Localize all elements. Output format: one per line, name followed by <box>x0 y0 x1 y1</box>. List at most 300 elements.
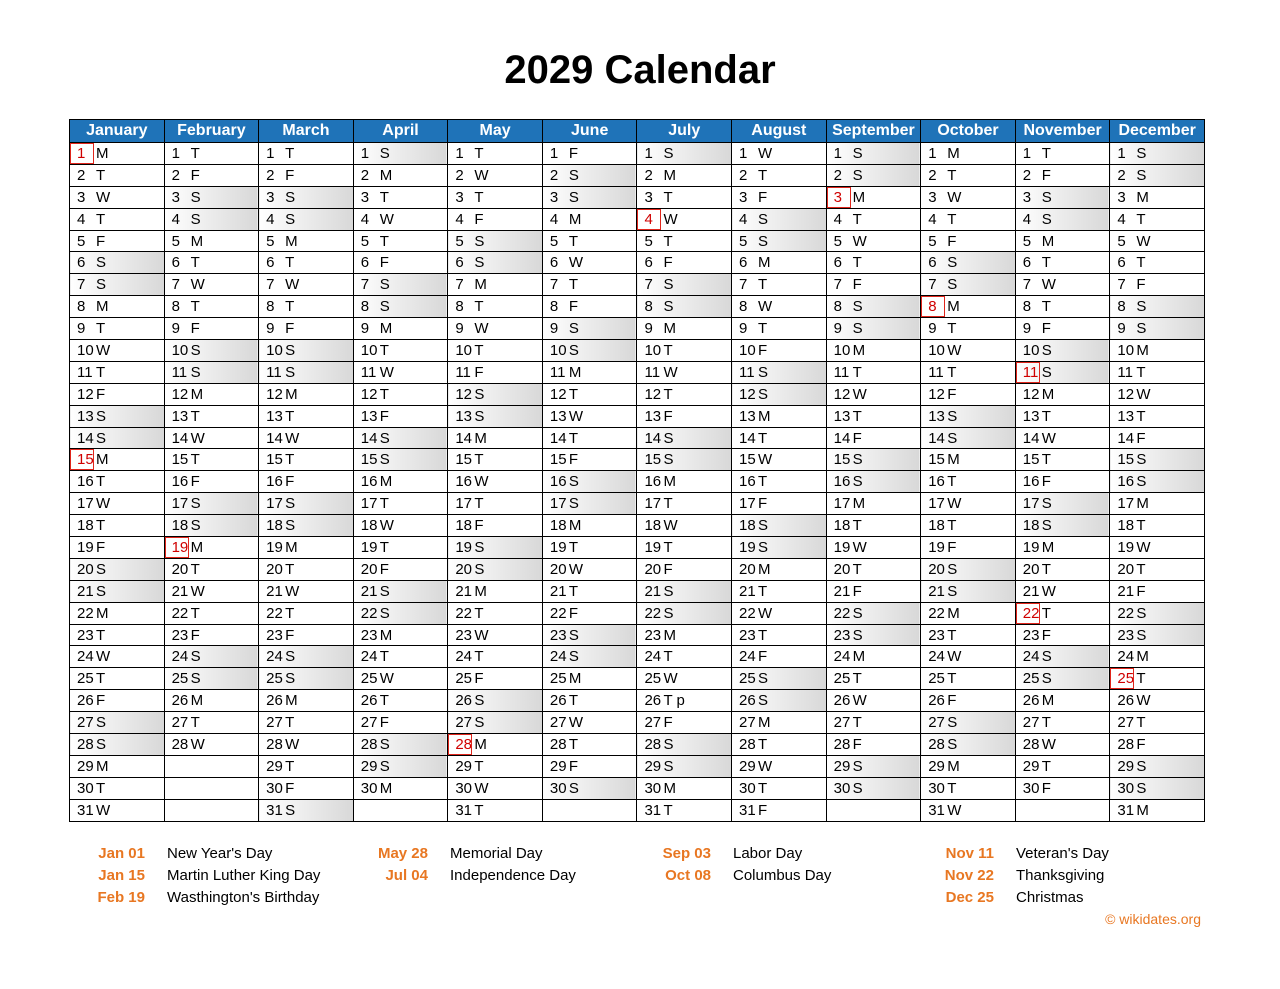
holiday-name: Martin Luther King Day <box>167 867 321 884</box>
day-number: 6 <box>549 254 559 272</box>
day-number: 3 <box>77 188 86 206</box>
calendar-row <box>70 318 1205 340</box>
day-number: 30 <box>644 779 662 797</box>
day-number: 14 <box>171 429 189 447</box>
day-number: 17 <box>360 495 378 513</box>
day-cell <box>826 405 921 427</box>
day-number: 1 <box>644 144 653 162</box>
day-cell <box>448 734 543 756</box>
day-number: 30 <box>1117 779 1135 797</box>
day-cell <box>732 252 827 274</box>
day-cell <box>826 208 921 230</box>
weekday-letter: W <box>758 604 773 622</box>
day-cell <box>826 799 921 821</box>
day-cell <box>637 252 732 274</box>
day-cell <box>1015 208 1110 230</box>
day-cell <box>1015 449 1110 471</box>
day-number: 10 <box>455 341 472 359</box>
day-number: 7 <box>928 276 937 294</box>
day-number: 9 <box>77 320 86 338</box>
day-number: 20 <box>266 560 283 578</box>
day-cell <box>353 252 448 274</box>
weekday-letter: M <box>474 735 487 753</box>
day-number: 10 <box>1117 341 1135 359</box>
day-cell <box>448 624 543 646</box>
day-number: 14 <box>266 429 283 447</box>
weekday-letter: F <box>285 473 295 491</box>
day-number: 27 <box>77 714 94 732</box>
day-cell <box>637 361 732 383</box>
day-number: 10 <box>266 341 283 359</box>
weekday-letter: T <box>1136 210 1146 228</box>
day-number: 7 <box>739 276 748 294</box>
day-cell <box>826 668 921 690</box>
day-number: 25 <box>360 670 378 688</box>
weekday-letter: T <box>758 626 768 644</box>
weekday-letter: T <box>947 626 957 644</box>
day-number: 22 <box>739 604 756 622</box>
day-cell <box>1110 427 1205 449</box>
day-cell <box>164 734 259 756</box>
calendar-row <box>70 405 1205 427</box>
day-cell <box>70 646 165 668</box>
day-number: 14 <box>455 429 472 447</box>
weekday-letter: W <box>663 210 678 228</box>
day-number: 13 <box>360 407 378 425</box>
day-number: 5 <box>928 232 937 250</box>
day-number: 20 <box>455 560 472 578</box>
weekday-letter: T <box>758 473 768 491</box>
weekday-letter: M <box>947 298 960 316</box>
weekday-letter: F <box>663 407 673 425</box>
day-cell <box>921 515 1016 537</box>
day-number: 10 <box>549 341 567 359</box>
day-cell <box>1110 361 1205 383</box>
day-cell <box>448 361 543 383</box>
day-number: 12 <box>455 385 472 403</box>
weekday-letter: T <box>190 560 200 578</box>
calendar-row <box>70 690 1205 712</box>
day-number: 8 <box>360 298 370 316</box>
day-cell <box>1110 755 1205 777</box>
day-number: 25 <box>1022 670 1040 688</box>
day-cell <box>164 580 259 602</box>
weekday-letter: F <box>1041 166 1051 184</box>
day-cell <box>70 537 165 559</box>
weekday-letter: T <box>568 538 579 556</box>
weekday-letter: M <box>758 714 771 732</box>
weekday-letter: W <box>379 363 394 381</box>
day-cell <box>70 624 165 646</box>
day-cell <box>1110 493 1205 515</box>
day-cell <box>1015 164 1110 186</box>
day-number: 28 <box>739 735 756 753</box>
day-number: 19 <box>455 538 472 556</box>
weekday-letter: W <box>1041 276 1056 294</box>
day-cell <box>542 755 637 777</box>
day-number: 8 <box>1117 298 1126 316</box>
weekday-letter: S <box>758 517 769 535</box>
day-cell <box>353 449 448 471</box>
credit-link[interactable]: © wikidates.org <box>1105 911 1201 927</box>
day-cell <box>70 449 165 471</box>
day-cell <box>1015 537 1110 559</box>
day-number: 21 <box>928 582 945 600</box>
day-cell <box>1110 164 1205 186</box>
day-number: 11 <box>266 363 282 381</box>
day-number: 10 <box>171 341 189 359</box>
day-number: 24 <box>833 648 851 666</box>
weekday-letter: S <box>190 670 201 688</box>
day-cell <box>921 799 1016 821</box>
weekday-letter: T <box>1136 254 1146 272</box>
weekday-letter: S <box>663 582 674 600</box>
day-cell <box>448 340 543 362</box>
weekday-letter: M <box>568 517 582 535</box>
holiday-date: Jan 15 <box>98 867 145 884</box>
day-number: 29 <box>549 757 567 775</box>
day-number: 18 <box>833 517 851 535</box>
day-cell <box>542 668 637 690</box>
day-number: 7 <box>1117 276 1126 294</box>
holiday-name: Labor Day <box>733 845 803 862</box>
day-number: 30 <box>455 779 472 797</box>
weekday-letter: S <box>852 298 863 316</box>
weekday-letter: S <box>190 210 201 228</box>
day-cell <box>353 230 448 252</box>
day-cell <box>259 668 354 690</box>
day-number: 16 <box>455 473 472 491</box>
weekday-letter: T <box>190 407 200 425</box>
day-number: 17 <box>644 495 662 513</box>
weekday-letter: M <box>1136 801 1149 819</box>
weekday-letter: T <box>190 714 200 732</box>
day-cell <box>70 274 165 296</box>
weekday-letter: S <box>379 604 390 622</box>
day-number: 21 <box>266 582 283 600</box>
day-cell <box>70 318 165 340</box>
day-number: 7 <box>1022 276 1032 294</box>
day-cell <box>826 361 921 383</box>
day-cell <box>70 799 165 821</box>
weekday-letter: S <box>852 626 863 644</box>
day-number: 4 <box>928 210 937 228</box>
day-number: 22 <box>1117 604 1135 622</box>
day-cell <box>826 734 921 756</box>
day-number: 21 <box>360 582 378 600</box>
day-number: 18 <box>1022 517 1040 535</box>
weekday-letter: S <box>1041 495 1052 513</box>
holiday-item <box>635 843 831 865</box>
weekday-letter: W <box>663 517 678 535</box>
weekday-letter: F <box>568 451 579 469</box>
weekday-letter: T <box>379 538 389 556</box>
day-cell <box>164 602 259 624</box>
weekday-letter: T <box>1136 670 1146 688</box>
calendar-row <box>70 383 1205 405</box>
day-cell <box>164 712 259 734</box>
day-cell <box>542 340 637 362</box>
weekday-letter: S <box>663 451 674 469</box>
day-cell <box>448 558 543 580</box>
weekday-letter: T <box>474 757 484 775</box>
day-number: 7 <box>455 276 464 294</box>
weekday-letter: M <box>947 144 960 162</box>
weekday-letter: F <box>852 735 862 753</box>
day-cell <box>542 383 637 405</box>
day-number: 9 <box>739 320 748 338</box>
day-number: 9 <box>171 320 180 338</box>
day-number: 26 <box>360 692 378 710</box>
day-cell <box>259 274 354 296</box>
day-cell <box>164 340 259 362</box>
day-number: 1 <box>928 144 937 162</box>
day-cell <box>353 427 448 449</box>
day-cell <box>448 186 543 208</box>
day-cell <box>1110 646 1205 668</box>
day-cell <box>542 208 637 230</box>
holiday-marker <box>448 734 472 755</box>
day-number: 31 <box>928 801 945 819</box>
day-number: 7 <box>549 276 559 294</box>
day-number: 11 <box>644 363 661 381</box>
day-cell <box>259 734 354 756</box>
day-cell <box>448 712 543 734</box>
weekday-letter: S <box>379 582 390 600</box>
weekday-letter: S <box>1136 166 1147 184</box>
day-cell <box>164 383 259 405</box>
calendar-row <box>70 252 1205 274</box>
weekday-letter: F <box>96 538 106 556</box>
day-cell <box>1015 274 1110 296</box>
weekday-letter: W <box>947 495 962 513</box>
weekday-letter: S <box>852 166 863 184</box>
weekday-letter: W <box>947 801 962 819</box>
day-number: 22 <box>549 604 567 622</box>
day-number: 2 <box>833 166 842 184</box>
weekday-letter: S <box>285 210 296 228</box>
weekday-letter: M <box>1041 232 1055 250</box>
day-cell <box>921 449 1016 471</box>
holiday-item <box>918 865 1109 887</box>
day-cell <box>164 449 259 471</box>
weekday-letter: T <box>1041 254 1051 272</box>
day-cell <box>70 471 165 493</box>
day-cell <box>921 296 1016 318</box>
weekday-letter: W <box>852 538 867 556</box>
day-number: 15 <box>644 451 662 469</box>
day-cell <box>1015 580 1110 602</box>
weekday-letter: T <box>285 298 295 316</box>
weekday-letter: T <box>379 648 389 666</box>
day-number: 4 <box>171 210 180 228</box>
day-cell <box>164 471 259 493</box>
weekday-letter: T <box>568 276 579 294</box>
weekday-letter: W <box>379 210 394 228</box>
day-cell <box>259 624 354 646</box>
day-number: 7 <box>77 276 86 294</box>
holiday-item <box>352 865 576 887</box>
calendar-row <box>70 602 1205 624</box>
day-number: 20 <box>77 560 94 578</box>
day-number: 28 <box>549 735 567 753</box>
day-cell <box>637 471 732 493</box>
weekday-letter: S <box>474 407 485 425</box>
day-cell <box>826 164 921 186</box>
weekday-letter: T <box>474 604 484 622</box>
day-number: 2 <box>360 166 370 184</box>
day-number: 5 <box>360 232 370 250</box>
weekday-letter: M <box>1136 341 1149 359</box>
day-cell <box>70 361 165 383</box>
day-cell <box>1015 777 1110 799</box>
day-number: 29 <box>833 757 851 775</box>
day-number: 10 <box>1022 341 1040 359</box>
weekday-letter: S <box>1041 363 1052 381</box>
day-number: 24 <box>266 648 283 666</box>
day-cell <box>921 712 1016 734</box>
day-cell <box>921 755 1016 777</box>
day-cell <box>732 340 827 362</box>
day-cell <box>259 230 354 252</box>
day-number: 18 <box>171 517 189 535</box>
weekday-letter: F <box>947 385 957 403</box>
day-cell <box>921 143 1016 165</box>
weekday-letter: F <box>190 320 200 338</box>
day-number: 2 <box>171 166 180 184</box>
weekday-letter: M <box>852 341 866 359</box>
weekday-letter: T <box>1136 407 1146 425</box>
day-cell <box>259 449 354 471</box>
day-cell <box>70 208 165 230</box>
weekday-letter: M <box>758 254 771 272</box>
weekday-letter: T <box>96 626 106 644</box>
day-number: 21 <box>549 582 567 600</box>
weekday-letter: T <box>96 166 106 184</box>
day-cell <box>826 777 921 799</box>
day-number: 28 <box>360 735 378 753</box>
day-cell <box>732 318 827 340</box>
day-cell <box>542 164 637 186</box>
holiday-column <box>918 843 1109 909</box>
day-number: 5 <box>266 232 275 250</box>
day-cell <box>353 515 448 537</box>
weekday-letter: F <box>379 560 389 578</box>
weekday-letter: T <box>190 604 200 622</box>
weekday-letter: W <box>379 517 394 535</box>
day-number: 6 <box>455 254 464 272</box>
weekday-letter: T <box>758 166 768 184</box>
day-cell <box>70 383 165 405</box>
weekday-letter: F <box>947 692 957 710</box>
day-number: 28 <box>77 735 94 753</box>
day-cell <box>826 712 921 734</box>
day-cell <box>164 646 259 668</box>
weekday-letter: T <box>663 188 673 206</box>
weekday-letter: M <box>190 385 204 403</box>
day-number: 27 <box>739 714 756 732</box>
day-number: 16 <box>1022 473 1040 491</box>
weekday-letter: W <box>285 276 300 294</box>
day-cell <box>826 296 921 318</box>
day-number: 26 <box>171 692 189 710</box>
day-number: 2 <box>266 166 275 184</box>
day-cell <box>637 493 732 515</box>
day-number: 2 <box>644 166 653 184</box>
weekday-letter: S <box>379 276 390 294</box>
day-cell <box>1015 734 1110 756</box>
day-number: 3 <box>739 188 748 206</box>
day-cell <box>70 755 165 777</box>
day-number: 20 <box>1117 560 1135 578</box>
weekday-letter: S <box>379 429 390 447</box>
holiday-item <box>69 887 320 909</box>
day-number: 24 <box>928 648 945 666</box>
day-cell <box>259 493 354 515</box>
day-number: 6 <box>1022 254 1032 272</box>
day-number: 14 <box>1022 429 1040 447</box>
calendar-row <box>70 712 1205 734</box>
day-number: 22 <box>928 604 945 622</box>
day-number: 13 <box>455 407 472 425</box>
day-number: 18 <box>455 517 472 535</box>
day-number: 29 <box>455 757 472 775</box>
day-number: 24 <box>455 648 472 666</box>
weekday-letter: S <box>568 166 579 184</box>
holiday-marker <box>1016 603 1040 624</box>
day-cell <box>542 186 637 208</box>
day-number: 3 <box>549 188 559 206</box>
day-cell <box>637 449 732 471</box>
day-number: 9 <box>644 320 653 338</box>
day-number: 18 <box>77 517 94 535</box>
day-number: 31 <box>455 801 472 819</box>
weekday-letter: W <box>190 582 205 600</box>
day-number: 29 <box>77 757 94 775</box>
weekday-letter: T <box>379 232 389 250</box>
day-cell <box>448 208 543 230</box>
day-number: 26 <box>77 692 94 710</box>
day-number: 24 <box>1117 648 1135 666</box>
day-cell <box>1110 449 1205 471</box>
weekday-letter: T <box>568 385 579 403</box>
day-cell <box>542 602 637 624</box>
weekday-letter: S <box>1136 298 1147 316</box>
weekday-letter: T <box>663 341 673 359</box>
day-cell <box>448 580 543 602</box>
day-number: 12 <box>360 385 378 403</box>
day-cell <box>921 208 1016 230</box>
holiday-item <box>69 865 320 887</box>
calendar-row <box>70 361 1205 383</box>
holiday-name: Christmas <box>1016 889 1084 906</box>
day-cell <box>1015 186 1110 208</box>
day-cell <box>637 230 732 252</box>
day-cell <box>1110 230 1205 252</box>
day-number: 23 <box>1022 626 1040 644</box>
weekday-letter: T <box>852 517 862 535</box>
day-number: 16 <box>833 473 851 491</box>
day-number: 12 <box>266 385 283 403</box>
weekday-letter: S <box>379 757 390 775</box>
weekday-letter: S <box>474 692 485 710</box>
day-cell <box>732 624 827 646</box>
day-cell <box>353 624 448 646</box>
day-cell <box>448 274 543 296</box>
day-cell <box>353 361 448 383</box>
day-number: 1 <box>549 144 559 162</box>
weekday-letter: W <box>1136 385 1151 403</box>
